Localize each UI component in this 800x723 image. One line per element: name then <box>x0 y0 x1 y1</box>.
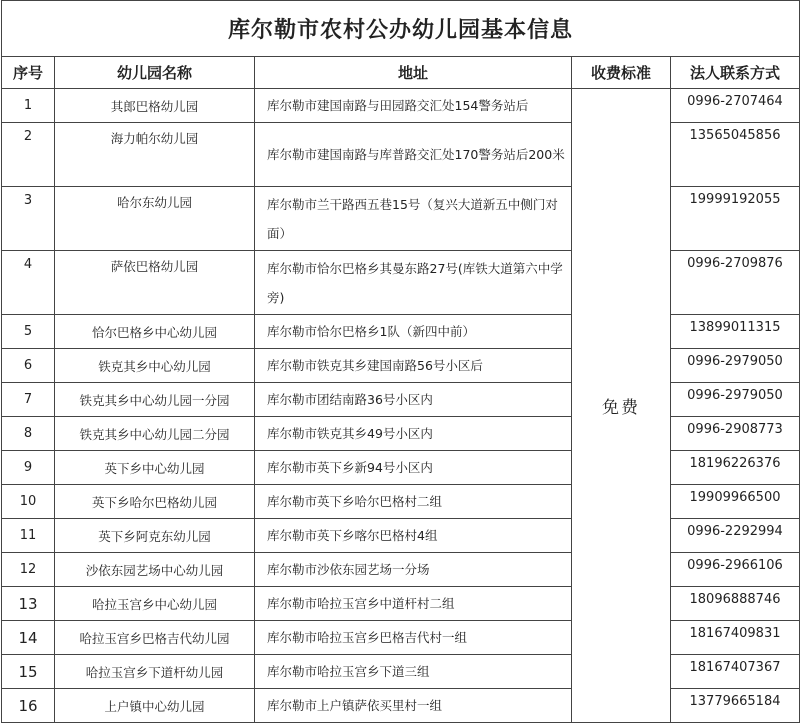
row-index: 6 <box>2 349 55 383</box>
row-address: 库尔勒市哈拉玉宫乡中道杆村二组 <box>255 587 572 621</box>
table-row <box>2 123 800 187</box>
row-address: 库尔勒市铁克其乡49号小区内 <box>255 417 572 451</box>
row-name: 英下乡阿克东幼儿园 <box>55 519 255 553</box>
row-index: 14 <box>2 621 55 655</box>
table-row <box>2 655 800 689</box>
row-phone: 0996-2709876 <box>671 251 800 315</box>
row-phone: 0996-2979050 <box>671 383 800 417</box>
row-address: 库尔勒市上户镇萨依买里村一组 <box>255 689 572 723</box>
row-address: 库尔勒市恰尔巴格乡其曼东路27号(库铁大道第六中学旁) <box>255 251 572 315</box>
row-phone: 19909966500 <box>671 485 800 519</box>
table-row <box>2 451 800 485</box>
row-index: 15 <box>2 655 55 689</box>
table-row <box>2 251 800 315</box>
row-index: 4 <box>2 251 55 315</box>
row-index: 13 <box>2 587 55 621</box>
table-row <box>2 315 800 349</box>
table-row <box>2 417 800 451</box>
row-name: 英下乡中心幼儿园 <box>55 451 255 485</box>
header-fee: 收费标准 <box>572 57 671 89</box>
row-address: 库尔勒市铁克其乡建国南路56号小区后 <box>255 349 572 383</box>
row-index: 10 <box>2 485 55 519</box>
row-address: 库尔勒市英下乡喀尔巴格村4组 <box>255 519 572 553</box>
header-contact: 法人联系方式 <box>671 57 800 89</box>
row-name: 恰尔巴格乡中心幼儿园 <box>55 315 255 349</box>
row-address: 库尔勒市哈拉玉宫乡巴格吉代村一组 <box>255 621 572 655</box>
row-phone: 0996-2707464 <box>671 89 800 123</box>
row-index: 5 <box>2 315 55 349</box>
row-phone: 13779665184 <box>671 689 800 723</box>
table-row <box>2 383 800 417</box>
row-index: 2 <box>2 123 55 187</box>
row-address: 库尔勒市英下乡新94号小区内 <box>255 451 572 485</box>
row-name: 哈拉玉宫乡中心幼儿园 <box>55 587 255 621</box>
row-index: 16 <box>2 689 55 723</box>
table-row <box>2 485 800 519</box>
row-address: 库尔勒市沙依东园艺场一分场 <box>255 553 572 587</box>
row-phone: 0996-2979050 <box>671 349 800 383</box>
table-row <box>2 89 800 123</box>
table-row <box>2 587 800 621</box>
table-row <box>2 553 800 587</box>
row-name: 萨依巴格幼儿园 <box>55 251 255 315</box>
row-phone: 18196226376 <box>671 451 800 485</box>
row-name: 沙依东园艺场中心幼儿园 <box>55 553 255 587</box>
row-phone: 19999192055 <box>671 187 800 251</box>
row-address: 库尔勒市兰干路西五巷15号（复兴大道新五中侧门对面） <box>255 187 572 251</box>
row-address: 库尔勒市恰尔巴格乡1队（新四中前） <box>255 315 572 349</box>
row-index: 7 <box>2 383 55 417</box>
table-row <box>2 519 800 553</box>
row-name: 哈拉玉宫乡巴格吉代幼儿园 <box>55 621 255 655</box>
row-index: 8 <box>2 417 55 451</box>
row-phone: 13899011315 <box>671 315 800 349</box>
row-index: 11 <box>2 519 55 553</box>
row-name: 其郎巴格幼儿园 <box>55 89 255 123</box>
page-title: 库尔勒市农村公办幼儿园基本信息 <box>2 1 800 57</box>
row-name: 铁克其乡中心幼儿园 <box>55 349 255 383</box>
row-phone: 18096888746 <box>671 587 800 621</box>
header-row <box>2 57 800 89</box>
table-row <box>2 689 800 723</box>
row-index: 9 <box>2 451 55 485</box>
row-name: 上户镇中心幼儿园 <box>55 689 255 723</box>
header-name: 幼儿园名称 <box>55 57 255 89</box>
row-name: 铁克其乡中心幼儿园一分园 <box>55 383 255 417</box>
row-phone: 0996-2966106 <box>671 553 800 587</box>
row-address: 库尔勒市建国南路与田园路交汇处154警务站后 <box>255 89 572 123</box>
row-address: 库尔勒市团结南路36号小区内 <box>255 383 572 417</box>
row-phone: 18167409831 <box>671 621 800 655</box>
row-address: 库尔勒市哈拉玉宫乡下道三组 <box>255 655 572 689</box>
header-index: 序号 <box>2 57 55 89</box>
header-address: 地址 <box>255 57 572 89</box>
table-row <box>2 621 800 655</box>
row-name: 铁克其乡中心幼儿园二分园 <box>55 417 255 451</box>
table-row <box>2 187 800 251</box>
row-name: 哈尔东幼儿园 <box>55 187 255 251</box>
row-name: 英下乡哈尔巴格幼儿园 <box>55 485 255 519</box>
row-phone: 0996-2908773 <box>671 417 800 451</box>
fee-cell: 免费 <box>572 89 671 723</box>
row-phone: 18167407367 <box>671 655 800 689</box>
row-index: 1 <box>2 89 55 123</box>
row-address: 库尔勒市建国南路与库普路交汇处170警务站后200米 <box>255 123 572 187</box>
row-index: 12 <box>2 553 55 587</box>
row-name: 海力帕尔幼儿园 <box>55 123 255 187</box>
row-phone: 0996-2292994 <box>671 519 800 553</box>
kindergarten-table <box>1 0 800 723</box>
row-address: 库尔勒市英下乡哈尔巴格村二组 <box>255 485 572 519</box>
row-phone: 13565045856 <box>671 123 800 187</box>
row-index: 3 <box>2 187 55 251</box>
row-name: 哈拉玉宫乡下道杆幼儿园 <box>55 655 255 689</box>
table-row <box>2 349 800 383</box>
